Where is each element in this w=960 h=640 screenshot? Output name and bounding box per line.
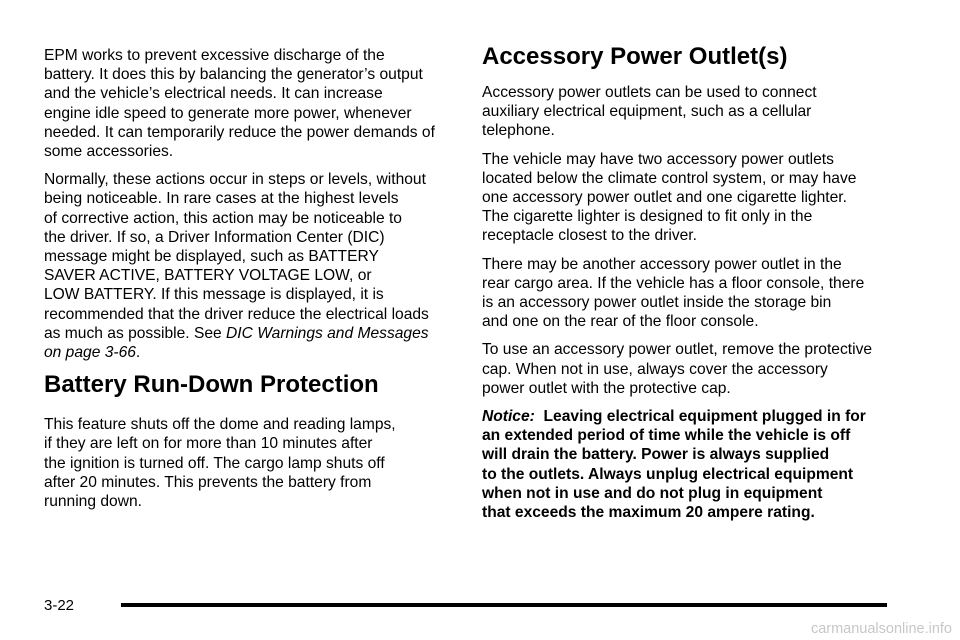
text-line: running down. bbox=[44, 493, 142, 511]
text-line: needed. It can temporarily reduce the power demands of bbox=[44, 123, 435, 141]
notice-line: when not in use and do not plug in equipment bbox=[482, 484, 823, 502]
text-line: recommended that the driver reduce the electrical loads bbox=[44, 305, 429, 323]
text-line: being noticeable. In rare cases at the highest levels bbox=[44, 190, 399, 208]
text-line: The cigarette lighter is designed to fit only in the bbox=[482, 208, 813, 226]
text-line: SAVER ACTIVE, BATTERY VOLTAGE LOW, or bbox=[44, 267, 372, 285]
text-line: Normally, these actions occur in steps or levels, without bbox=[44, 171, 426, 189]
cross-reference-link[interactable]: DIC Warnings and Messages bbox=[226, 324, 429, 342]
text-line: cap. When not in use, always cover the accessory bbox=[482, 360, 828, 378]
text-line: receptacle closest to the driver. bbox=[482, 227, 697, 245]
text-line: telephone. bbox=[482, 122, 555, 140]
text-line: and the vehicle’s electrical needs. It can increase bbox=[44, 85, 383, 103]
text-line: power outlet with the protective cap. bbox=[482, 379, 731, 397]
notice-line: will drain the battery. Power is always supplied bbox=[482, 446, 830, 464]
text-line bbox=[482, 407, 890, 426]
text-line: message might be displayed, such as BATTERY bbox=[44, 248, 379, 266]
epm-paragraph bbox=[44, 46, 452, 161]
rundown-paragraph bbox=[44, 415, 452, 511]
notice-line: an extended period of time while the vehicle is off bbox=[482, 427, 851, 445]
notice-line: to the outlets. Always unplug electrical equipment bbox=[482, 465, 854, 483]
text-line: after 20 minutes. This prevents the battery from bbox=[44, 473, 372, 491]
text-line: and one on the rear of the floor console. bbox=[482, 313, 759, 331]
watermark: carmanualsonline.info bbox=[810, 621, 952, 637]
cross-reference-link-page[interactable]: on page 3-66 bbox=[44, 344, 136, 362]
outlet-location-paragraph bbox=[482, 150, 890, 246]
notice-line: that exceeds the maximum 20 ampere rating. bbox=[482, 504, 815, 522]
text-line: is an accessory power outlet inside the storage bin bbox=[482, 294, 832, 312]
text-line: the ignition is turned off. The cargo lamp shuts off bbox=[44, 454, 385, 472]
text-line: engine idle speed to generate more power, whenever bbox=[44, 104, 412, 122]
notice-text: Leaving electrical equipment plugged in for bbox=[543, 408, 866, 426]
notice-paragraph bbox=[482, 407, 890, 522]
outlet-intro-paragraph bbox=[482, 83, 890, 141]
text-line: The vehicle may have two accessory power outlets bbox=[482, 150, 834, 168]
text-line bbox=[44, 343, 452, 362]
text-fragment: as much as possible. See bbox=[44, 324, 227, 342]
left-column bbox=[44, 46, 452, 520]
outlet-usage-paragraph bbox=[482, 340, 890, 398]
text-line: one accessory power outlet and one cigarette lighter. bbox=[482, 189, 847, 207]
battery-rundown-heading: Battery Run-Down Protection bbox=[44, 371, 379, 399]
text-line: rear cargo area. If the vehicle has a floor console, there bbox=[482, 274, 865, 292]
page-number: 3-22 bbox=[44, 597, 75, 614]
text-line bbox=[44, 324, 452, 343]
text-line: Accessory power outlets can be used to connect bbox=[482, 84, 817, 101]
text-line: the driver. If so, a Driver Information Center (DIC) bbox=[44, 228, 385, 246]
text-line: of corrective action, this action may be noticeable to bbox=[44, 209, 402, 227]
text-line: To use an accessory power outlet, remove the protective bbox=[482, 341, 873, 359]
text-line: EPM works to prevent excessive discharge of the bbox=[44, 47, 385, 64]
text-line: This feature shuts off the dome and reading lamps, bbox=[44, 416, 396, 434]
text-line: battery. It does this by balancing the generator’s output bbox=[44, 66, 423, 84]
notice-label: Notice: bbox=[482, 408, 535, 426]
text-line: LOW BATTERY. If this message is displayed, it is bbox=[44, 286, 384, 304]
text-line: located below the climate control system, or may have bbox=[482, 169, 857, 187]
corrective-action-paragraph bbox=[44, 170, 452, 362]
cargo-outlet-paragraph bbox=[482, 255, 890, 332]
footer-rule bbox=[121, 603, 887, 607]
text-line: There may be another accessory power outlet in the bbox=[482, 255, 842, 273]
text-line: if they are left on for more than 10 minutes after bbox=[44, 435, 373, 453]
accessory-outlet-heading: Accessory Power Outlet(s) bbox=[482, 43, 788, 70]
text-line: some accessories. bbox=[44, 143, 174, 161]
right-column bbox=[482, 43, 890, 531]
text-fragment: . bbox=[135, 344, 141, 362]
text-line: auxiliary electrical equipment, such as a cellular bbox=[482, 103, 812, 121]
